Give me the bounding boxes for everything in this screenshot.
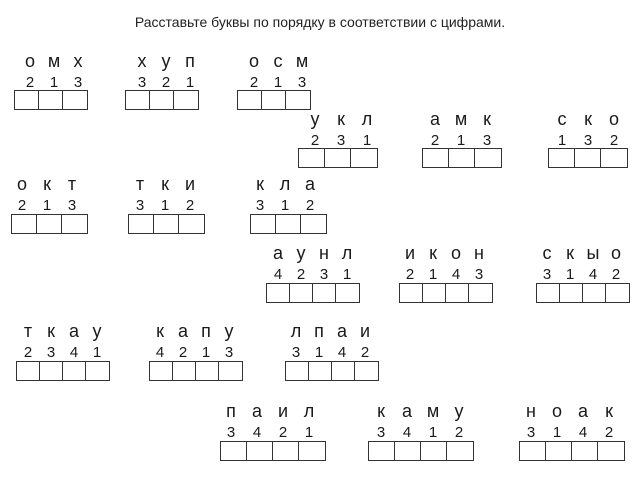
letter: у [92, 321, 102, 341]
letter: к [566, 243, 574, 263]
order-number: 1 [280, 197, 290, 214]
letter: п [201, 321, 211, 341]
order-number: 3 [226, 424, 236, 441]
letter: х [137, 51, 147, 71]
answer-cell[interactable] [447, 442, 473, 460]
answer-cell[interactable] [286, 362, 309, 380]
order-number: 4 [252, 424, 262, 441]
answer-cell[interactable] [449, 149, 475, 167]
letter: м [47, 51, 61, 71]
answer-boxes [11, 214, 88, 234]
letter: о [551, 401, 562, 421]
letter: л [290, 321, 302, 341]
answer-cell[interactable] [267, 284, 290, 302]
answer-boxes [14, 90, 88, 110]
answer-cell[interactable] [196, 362, 219, 380]
order-number: 3 [542, 266, 552, 283]
answer-cell[interactable] [606, 284, 629, 302]
order-number: 1 [456, 132, 466, 149]
letter: а [577, 401, 588, 421]
answer-cell[interactable] [299, 149, 325, 167]
answer-cell[interactable] [423, 149, 449, 167]
answer-cell[interactable] [395, 442, 421, 460]
order-number: 1 [92, 344, 102, 361]
answer-cell[interactable] [313, 284, 336, 302]
letter: у [161, 51, 171, 71]
letter: н [474, 243, 484, 263]
answer-boxes [536, 283, 630, 303]
answer-cell[interactable] [549, 149, 575, 167]
order-number: 4 [578, 424, 588, 441]
letter: к [483, 109, 491, 129]
order-number: 2 [25, 74, 35, 91]
answer-boxes [266, 283, 360, 303]
order-number: 1 [565, 266, 575, 283]
order-number: 1 [428, 424, 438, 441]
answer-boxes [548, 148, 628, 168]
answer-cell[interactable] [475, 149, 501, 167]
answer-cell[interactable] [583, 284, 606, 302]
order-number: 2 [430, 132, 440, 149]
answer-boxes [399, 283, 493, 303]
answer-cell[interactable] [469, 284, 492, 302]
answer-cell[interactable] [290, 284, 313, 302]
instruction-text: Расставьте буквы по порядку в соответствии с цифрами. [134, 14, 506, 30]
order-number: 4 [451, 266, 461, 283]
order-number: 4 [588, 266, 598, 283]
answer-boxes [298, 148, 378, 168]
order-number: 1 [185, 74, 195, 91]
order-number: 1 [42, 197, 52, 214]
order-number: 3 [137, 74, 147, 91]
letter: к [429, 243, 437, 263]
order-number: 3 [291, 344, 301, 361]
answer-cell[interactable] [273, 442, 299, 460]
letter: а [272, 243, 283, 263]
order-number: 4 [273, 266, 283, 283]
answer-cell[interactable] [423, 284, 446, 302]
letter: у [296, 243, 306, 263]
answer-boxes [220, 441, 326, 461]
order-number: 2 [604, 424, 614, 441]
letter: т [23, 321, 33, 341]
order-number: 4 [69, 344, 79, 361]
answer-cell[interactable] [301, 215, 326, 233]
letter: а [304, 174, 315, 194]
letter: о [24, 51, 35, 71]
order-number: 2 [305, 197, 315, 214]
answer-cell[interactable] [309, 362, 332, 380]
letter: и [404, 243, 416, 263]
answer-cell[interactable] [332, 362, 355, 380]
letter: м [295, 51, 309, 71]
answer-cell[interactable] [355, 362, 378, 380]
letter: и [184, 174, 196, 194]
answer-cell[interactable] [129, 215, 154, 233]
order-number: 3 [255, 197, 265, 214]
answer-boxes [422, 148, 502, 168]
letter: к [584, 109, 592, 129]
order-number: 2 [609, 132, 619, 149]
answer-cell[interactable] [37, 215, 62, 233]
answer-cell[interactable] [325, 149, 351, 167]
letter: к [605, 401, 613, 421]
order-number: 2 [310, 132, 320, 149]
answer-cell[interactable] [336, 284, 359, 302]
order-number: 1 [552, 424, 562, 441]
answer-boxes [16, 361, 110, 381]
letter: с [557, 109, 567, 129]
order-number: 1 [160, 197, 170, 214]
letter: т [135, 174, 145, 194]
answer-cell[interactable] [276, 215, 301, 233]
answer-cell[interactable] [400, 284, 423, 302]
letter: к [43, 174, 51, 194]
letter: к [337, 109, 345, 129]
letter: с [273, 51, 283, 71]
letter: п [314, 321, 324, 341]
order-number: 1 [362, 132, 372, 149]
order-number: 2 [360, 344, 370, 361]
answer-cell[interactable] [150, 91, 174, 109]
letter: к [256, 174, 264, 194]
letter: у [224, 321, 234, 341]
order-number: 1 [49, 74, 59, 91]
order-number: 2 [278, 424, 288, 441]
answer-cell[interactable] [17, 362, 40, 380]
answer-boxes [237, 90, 311, 110]
letter: м [454, 109, 468, 129]
answer-cell[interactable] [262, 91, 286, 109]
letter: х [73, 51, 83, 71]
answer-boxes [519, 441, 625, 461]
answer-cell[interactable] [520, 442, 546, 460]
letter: о [16, 174, 27, 194]
letter: с [542, 243, 552, 263]
letter: а [336, 321, 347, 341]
answer-cell[interactable] [575, 149, 601, 167]
order-number: 3 [482, 132, 492, 149]
answer-cell[interactable] [369, 442, 395, 460]
letter: а [429, 109, 440, 129]
order-number: 3 [73, 74, 83, 91]
letter: и [277, 401, 289, 421]
letter: н [526, 401, 536, 421]
order-number: 3 [376, 424, 386, 441]
answer-cell[interactable] [12, 215, 37, 233]
answer-cell[interactable] [446, 284, 469, 302]
answer-cell[interactable] [560, 284, 583, 302]
letter: л [303, 401, 315, 421]
answer-cell[interactable] [62, 215, 87, 233]
order-number: 1 [201, 344, 211, 361]
order-number: 3 [224, 344, 234, 361]
answer-boxes [250, 214, 327, 234]
letter: а [68, 321, 79, 341]
answer-boxes [149, 361, 243, 381]
answer-cell[interactable] [286, 91, 310, 109]
answer-cell[interactable] [40, 362, 63, 380]
answer-cell[interactable] [15, 91, 39, 109]
answer-cell[interactable] [221, 442, 247, 460]
answer-cell[interactable] [174, 91, 198, 109]
answer-cell[interactable] [179, 215, 204, 233]
letter: о [450, 243, 461, 263]
order-number: 2 [161, 74, 171, 91]
answer-cell[interactable] [63, 362, 86, 380]
letter: к [377, 401, 385, 421]
order-number: 4 [337, 344, 347, 361]
answer-boxes [125, 90, 199, 110]
letter: а [401, 401, 412, 421]
order-number: 3 [336, 132, 346, 149]
answer-cell[interactable] [219, 362, 242, 380]
order-number: 2 [405, 266, 415, 283]
letter: а [177, 321, 188, 341]
letter: т [67, 174, 77, 194]
letter: у [454, 401, 464, 421]
order-number: 2 [178, 344, 188, 361]
letter: о [610, 243, 621, 263]
order-number: 3 [135, 197, 145, 214]
order-number: 1 [557, 132, 567, 149]
answer-cell[interactable] [247, 442, 273, 460]
answer-boxes [128, 214, 205, 234]
answer-cell[interactable] [546, 442, 572, 460]
letter: у [310, 109, 320, 129]
letter: и [359, 321, 371, 341]
order-number: 3 [46, 344, 56, 361]
answer-cell[interactable] [63, 91, 87, 109]
order-number: 1 [428, 266, 438, 283]
answer-cell[interactable] [351, 149, 377, 167]
answer-cell[interactable] [572, 442, 598, 460]
order-number: 1 [342, 266, 352, 283]
letter: к [156, 321, 164, 341]
letter: м [426, 401, 440, 421]
answer-cell[interactable] [299, 442, 325, 460]
letter: п [185, 51, 195, 71]
letter: о [248, 51, 259, 71]
order-number: 3 [474, 266, 484, 283]
answer-cell[interactable] [421, 442, 447, 460]
answer-cell[interactable] [154, 215, 179, 233]
order-number: 3 [526, 424, 536, 441]
order-number: 3 [319, 266, 329, 283]
letter: о [608, 109, 619, 129]
letter: л [341, 243, 353, 263]
letter: к [161, 174, 169, 194]
answer-cell[interactable] [601, 149, 627, 167]
answer-cell[interactable] [173, 362, 196, 380]
order-number: 4 [155, 344, 165, 361]
letter: к [47, 321, 55, 341]
answer-boxes [285, 361, 379, 381]
letter: ы [586, 243, 600, 263]
order-number: 2 [454, 424, 464, 441]
answer-cell[interactable] [598, 442, 624, 460]
order-number: 2 [23, 344, 33, 361]
answer-boxes [368, 441, 474, 461]
order-number: 4 [402, 424, 412, 441]
letter: л [279, 174, 291, 194]
order-number: 2 [17, 197, 27, 214]
answer-cell[interactable] [537, 284, 560, 302]
order-number: 2 [249, 74, 259, 91]
order-number: 1 [273, 74, 283, 91]
answer-cell[interactable] [39, 91, 63, 109]
answer-cell[interactable] [126, 91, 150, 109]
answer-cell[interactable] [251, 215, 276, 233]
order-number: 1 [314, 344, 324, 361]
order-number: 3 [67, 197, 77, 214]
order-number: 2 [185, 197, 195, 214]
order-number: 3 [297, 74, 307, 91]
letter: п [226, 401, 236, 421]
order-number: 2 [296, 266, 306, 283]
order-number: 3 [583, 132, 593, 149]
answer-cell[interactable] [86, 362, 109, 380]
letter: а [251, 401, 262, 421]
order-number: 2 [611, 266, 621, 283]
letter: л [361, 109, 373, 129]
letter: н [319, 243, 329, 263]
answer-cell[interactable] [150, 362, 173, 380]
order-number: 1 [304, 424, 314, 441]
answer-cell[interactable] [238, 91, 262, 109]
